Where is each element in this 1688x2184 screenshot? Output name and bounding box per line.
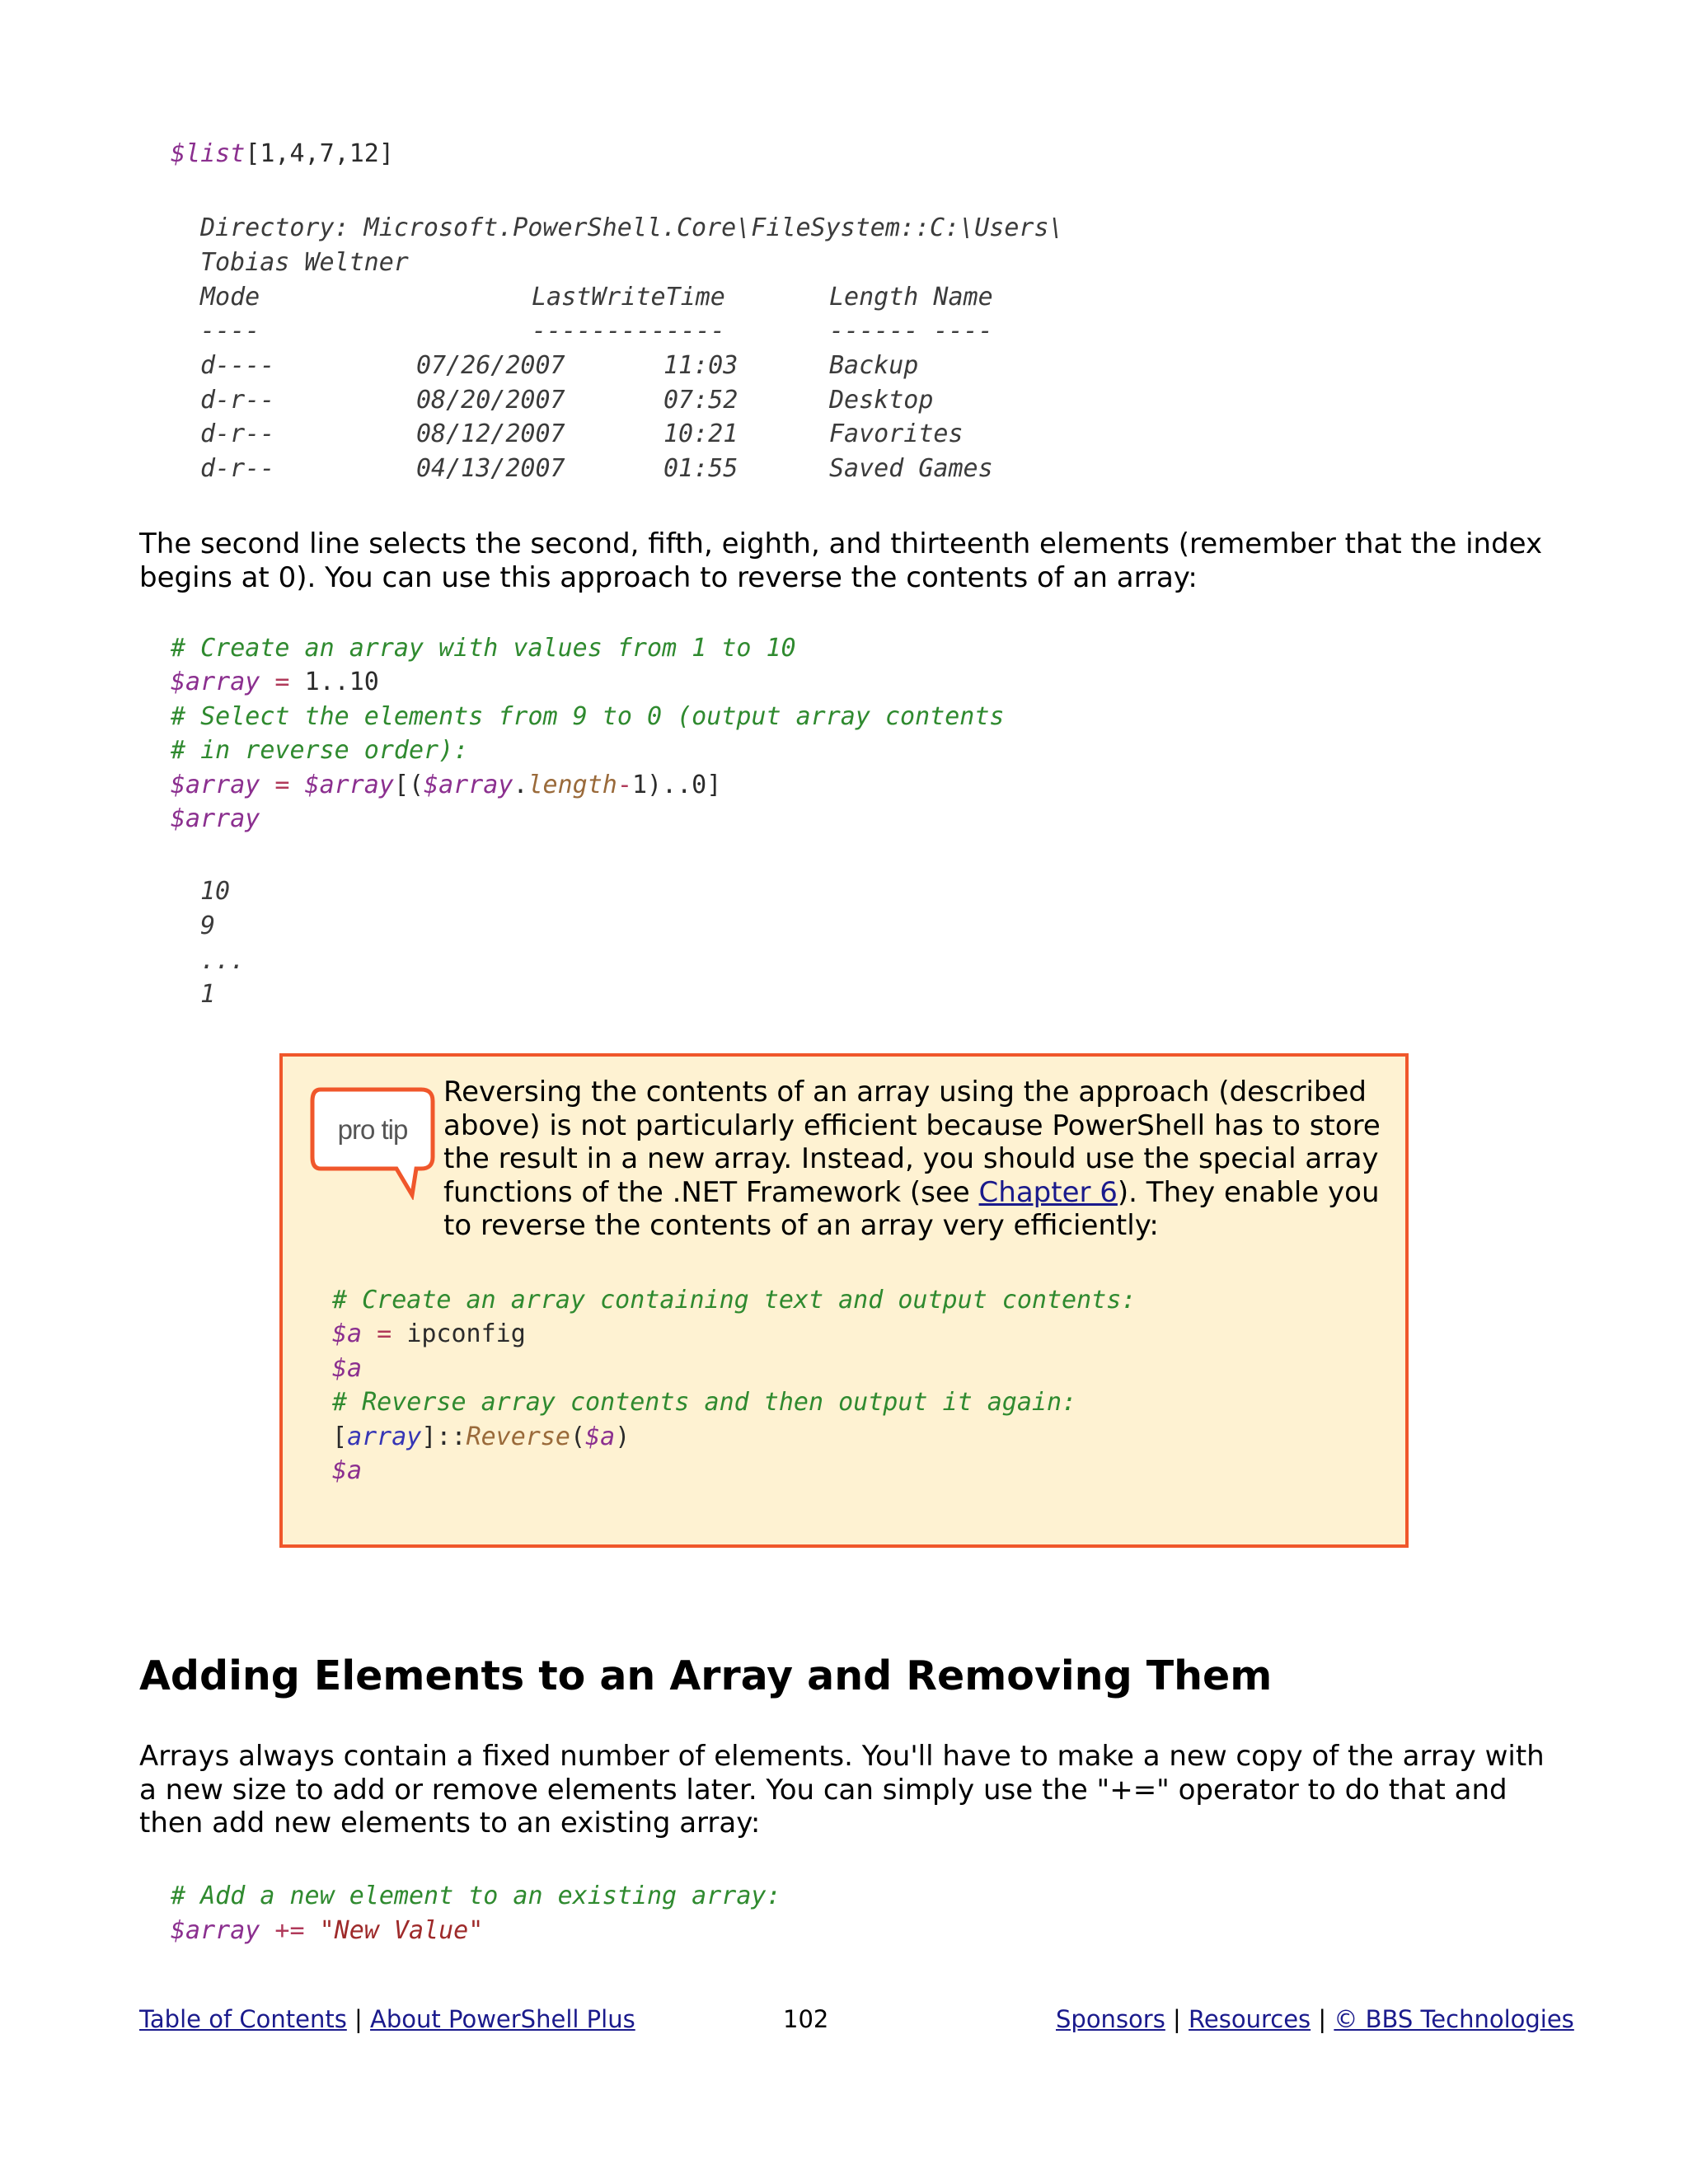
output-line: 9 (200, 912, 216, 940)
footer-separator: | (1311, 2005, 1334, 2033)
output-line: 10 (200, 877, 231, 906)
code-line (171, 768, 721, 803)
code-text: ( (570, 1422, 586, 1451)
code-line (332, 1317, 526, 1352)
chapter-6-link[interactable]: Chapter 6 (978, 1175, 1118, 1209)
output-line: ... (200, 946, 246, 975)
code-property: length (528, 771, 617, 799)
code-text: [ (332, 1422, 348, 1451)
code-comment: # Create an array with values from 1 to 10 (171, 634, 796, 663)
code-line (332, 1352, 362, 1386)
output-row-mode: d-r-- (200, 454, 275, 483)
code-variable: $array (304, 771, 394, 799)
output-line: Tobias Weltner (200, 248, 409, 277)
code-string: "New Value" (319, 1916, 484, 1945)
footer-separator: | (1165, 2005, 1189, 2033)
output-header-lastwritetime: LastWriteTime (532, 283, 725, 312)
footer-separator: | (346, 2005, 371, 2033)
output-row-name: Saved Games (829, 454, 993, 483)
output-header-length-name: Length Name (829, 283, 993, 312)
code-variable: $a (332, 1354, 363, 1383)
code-method: Reverse (466, 1422, 570, 1451)
code-text: . (513, 771, 528, 799)
code-text: 1..10 (304, 668, 379, 696)
footer-left (139, 2004, 635, 2034)
code-line (171, 665, 379, 700)
sponsors-link[interactable]: Sponsors (1056, 2005, 1165, 2033)
section-heading: Adding Elements to an Array and Removing Them (139, 1652, 1273, 1699)
code-variable: $array (171, 1916, 260, 1945)
pro-tip-label: pro tip (337, 1114, 408, 1145)
bbs-technologies-link[interactable]: © BBS Technologies (1334, 2005, 1574, 2033)
code-variable: $list (171, 139, 246, 168)
code-variable: $a (332, 1456, 363, 1485)
output-row-name: Backup (829, 351, 919, 380)
code-variable: $array (424, 771, 513, 799)
code-text: ipconfig (406, 1319, 526, 1348)
code-line (171, 802, 260, 837)
about-powershell-plus-link[interactable]: About PowerShell Plus (370, 2005, 635, 2033)
output-header-mode: Mode (200, 283, 260, 312)
code-type: array (347, 1422, 422, 1451)
code-text: ]:: (421, 1422, 467, 1451)
output-line: Directory: Microsoft.PowerShell.Core\FileSystem::C:\Users\ (200, 213, 1064, 242)
code-variable: $a (332, 1319, 363, 1348)
page-number: 102 (783, 2005, 829, 2033)
code-operator: += (260, 1916, 320, 1945)
output-row-time: 10:21 (663, 419, 738, 448)
code-comment: # Reverse array contents and then output it again: (332, 1388, 1077, 1417)
table-of-contents-link[interactable]: Table of Contents (139, 2005, 347, 2033)
code-line (332, 1420, 630, 1455)
code-text: [1,4,7,12] (245, 139, 394, 168)
output-row-date: 07/26/2007 (416, 351, 565, 380)
code-comment: # Create an array containing text and output contents: (332, 1286, 1137, 1315)
output-row-date: 08/12/2007 (416, 419, 565, 448)
code-variable: $array (171, 771, 260, 799)
output-row-date: 08/20/2007 (416, 386, 565, 415)
output-line: 1 (200, 980, 216, 1009)
pro-tip-text-part: Reversing the contents of an array using the approach (described above) is not particularly efficient because PowerShell has to store the result in a new array. Instead, you should use the special array functions of the .NET Framework (see (443, 1076, 1381, 1209)
pro-tip-text (443, 1076, 1400, 1243)
output-row-name: Favorites (829, 419, 964, 448)
code-comment: # in reverse order): (171, 736, 469, 765)
output-separator: ------ ---- (829, 316, 993, 345)
output-row-mode: d---- (200, 351, 275, 380)
code-text: [( (393, 771, 424, 799)
output-row-time: 01:55 (663, 454, 738, 483)
body-paragraph: The second line selects the second, fifth, eighth, and thirteenth elements (remember that the index begins at 0). You can use this approach to reverse the contents of an array: (139, 527, 1543, 594)
footer-right (1056, 2004, 1574, 2034)
resources-link[interactable]: Resources (1189, 2005, 1311, 2033)
code-operator: = (260, 668, 305, 696)
code-variable: $array (171, 668, 260, 696)
code-line (332, 1454, 362, 1488)
output-row-time: 07:52 (663, 386, 738, 415)
code-line (171, 137, 394, 171)
output-row-mode: d-r-- (200, 386, 275, 415)
code-line (171, 1914, 483, 1948)
code-operator: = (362, 1319, 407, 1348)
code-variable: $a (585, 1422, 616, 1451)
pro-tip-text-part: ). They enable you to reverse the contents of an array very efficiently: (443, 1175, 1380, 1242)
pro-tip-badge (309, 1086, 437, 1200)
output-row-time: 11:03 (663, 351, 738, 380)
body-paragraph: Arrays always contain a fixed number of elements. You'll have to make a new copy of the array with a new size to add or remove elements later. You can simply use the "+=" operator to do that and then add new elements to an existing array: (139, 1740, 1545, 1840)
code-operator: - (617, 771, 632, 799)
output-separator: ------------- (532, 316, 725, 345)
code-variable: $array (171, 804, 260, 833)
output-row-date: 04/13/2007 (416, 454, 565, 483)
code-operator: = (260, 771, 305, 799)
code-comment: # Add a new element to an existing array: (171, 1882, 781, 1910)
output-row-name: Desktop (829, 386, 934, 415)
code-text: ) (615, 1422, 631, 1451)
code-text: 1)..0] (631, 771, 722, 799)
output-separator: ---- (200, 316, 260, 345)
code-comment: # Select the elements from 9 to 0 (output array contents (171, 702, 1005, 731)
output-row-mode: d-r-- (200, 419, 275, 448)
